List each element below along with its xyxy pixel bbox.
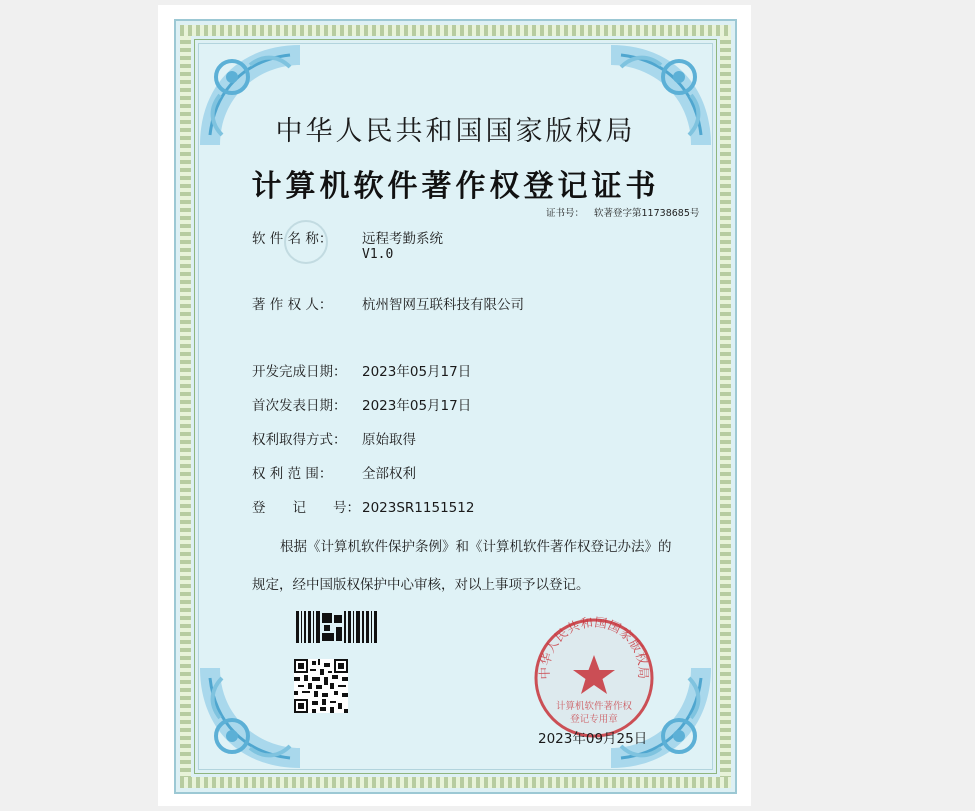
first-publication-date-value: 2023年05月17日 xyxy=(362,398,472,414)
issuing-authority: 中华人民共和国国家版权局 xyxy=(275,116,636,147)
rights-acquisition-value: 原始取得 xyxy=(362,432,416,448)
first-publication-date-label: 首次发表日期： xyxy=(252,398,347,414)
copyright-holder-label: 著 作 权 人： xyxy=(252,297,333,313)
official-seal xyxy=(531,615,657,741)
registration-number-label: 登 记 号： xyxy=(252,500,360,516)
barcode-icon xyxy=(296,611,378,643)
software-name-value: 远程考勤系统 xyxy=(362,231,443,247)
field-copyright-holder xyxy=(252,293,524,313)
copyright-holder-value: 杭州智网互联科技有限公司 xyxy=(362,297,524,313)
page-sheet xyxy=(158,5,751,806)
field-registration-number xyxy=(252,496,474,516)
seal-inner-text-1: 计算机软件著作权 xyxy=(555,701,633,712)
software-name-label: 软 件 名 称： xyxy=(252,231,333,247)
completion-date-label: 开发完成日期： xyxy=(252,364,347,380)
field-software-name xyxy=(252,227,443,247)
field-first-publication-date xyxy=(252,394,471,414)
field-rights-acquisition xyxy=(252,428,416,448)
corner-ornament-icon xyxy=(190,658,310,778)
statement-line-2: 规定，经中国版权保护中心审核，对以上事项予以登记。 xyxy=(252,577,590,593)
completion-date-value: 2023年05月17日 xyxy=(362,364,472,380)
seal-inner-text-2: 登记专用章 xyxy=(570,714,618,725)
qr-code-icon xyxy=(294,659,348,713)
certificate xyxy=(174,19,737,794)
seal-arc-text: 中华人民共和国国家版权局 xyxy=(536,615,652,680)
certificate-number xyxy=(546,205,699,219)
certificate-title: 计算机软件著作权登记证书 xyxy=(251,169,660,204)
rights-scope-value: 全部权利 xyxy=(362,466,416,482)
certificate-number-value: 软著登字第11738685号 xyxy=(594,208,700,219)
software-version: V1.0 xyxy=(362,247,394,262)
certificate-number-label: 证书号： xyxy=(546,208,585,219)
rights-acquisition-label: 权利取得方式： xyxy=(252,432,347,448)
rights-scope-label: 权 利 范 围： xyxy=(252,466,333,482)
registration-number-value: 2023SR1151512 xyxy=(362,500,475,516)
statement-line-1: 根据《计算机软件保护条例》和《计算机软件著作权登记办法》的 xyxy=(280,539,672,555)
issue-date: 2023年09月25日 xyxy=(538,731,648,747)
field-completion-date xyxy=(252,360,471,380)
field-rights-scope xyxy=(252,462,416,482)
